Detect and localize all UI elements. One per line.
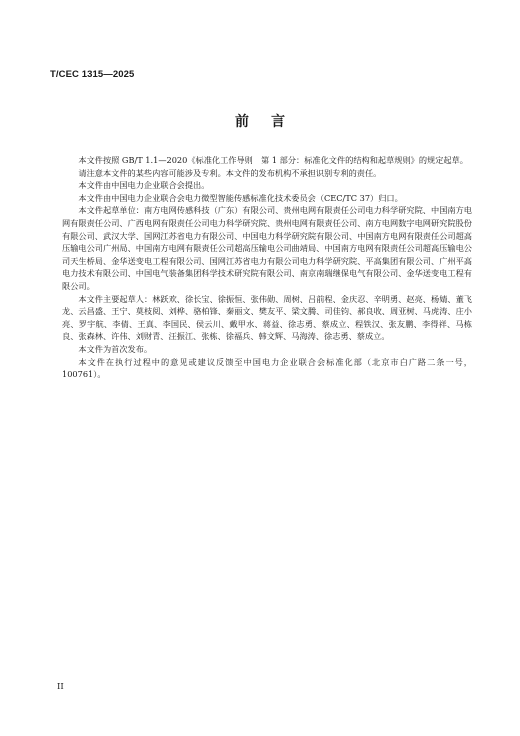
paragraph-main-drafters: 本文件主要起草人：林跃欢、徐长宝、徐振恒、张伟勋、周树、吕前程、金庆忍、辛明勇、赵亮、杨婧、董飞龙、云昌盛、王宁、莫枝阅、刘桦、骆柏锋、秦丽文、樊友平、梁文腾、司佳钧、郝良收、周亚树、马虎涛、庄小亮、罗宇航、李倩、王真、李国民、侯云川、戴甲水、蒋益、徐志勇、蔡成立、程铁汉、张友鹏、李得祥、马栋良、张森林、许伟、刘财青、汪振江、张栋、徐福兵、韩文辉、马海涛、徐志勇、蔡成立。 bbox=[62, 293, 472, 342]
paragraph-feedback: 本文件在执行过程中的意见或建议反馈至中国电力企业联合会标准化部（北京市白广路二条一号，100761）。 bbox=[62, 356, 472, 380]
paragraph-drafting-rules: 本文件按照 GB/T 1.1—2020《标准化工作导则 第 1 部分：标准化文件的结构和起草规则》的规定起草。 bbox=[78, 155, 468, 165]
paragraph-technical-committee: 本文件由中国电力企业联合会电力微型智能传感标准化技术委员会（CEC/TC 37）归口。 bbox=[78, 192, 403, 203]
paragraph-drafting-units: 本文件起草单位：南方电网传感科技（广东）有限公司、贵州电网有限责任公司电力科学研究院、中国南方电网有限责任公司、广西电网有限责任公司电力科学研究院、贵州电网有限责任公司、南方电网数字电网研究院股份有限公司、武汉大学、国网江苏省电力有限公司、中国电力科学研究院有限公司、中国南方电网有限责任公司超高压输电公司广州局、中国南方电网有限责任公司超高压输电公司曲靖局、中国南方电网有限责任公司超高压输电公司天生桥局、金华送变电工程有限公司、国网江苏省电力有限公司电力科学研究院、平高集团有限公司、广州平高电力技术有限公司、中国电气装备集团科学技术研究院有限公司、南京南瑞继保电气有限公司、金华送变电工程有限公司。 bbox=[62, 205, 472, 291]
paragraph-proposed-by: 本文件由中国电力企业联合会提出。 bbox=[78, 180, 210, 191]
paragraph-first-release: 本文件为首次发布。 bbox=[78, 343, 153, 354]
page-title: 前言 bbox=[235, 114, 307, 130]
paragraph-patent-notice: 请注意本文件的某些内容可能涉及专利。本文件的发布机构不承担识别专利的责任。 bbox=[78, 167, 382, 178]
foreword-body bbox=[62, 154, 472, 381]
page-number: II bbox=[57, 682, 64, 692]
document-code: T/CEC 1315—2025 bbox=[50, 69, 135, 80]
